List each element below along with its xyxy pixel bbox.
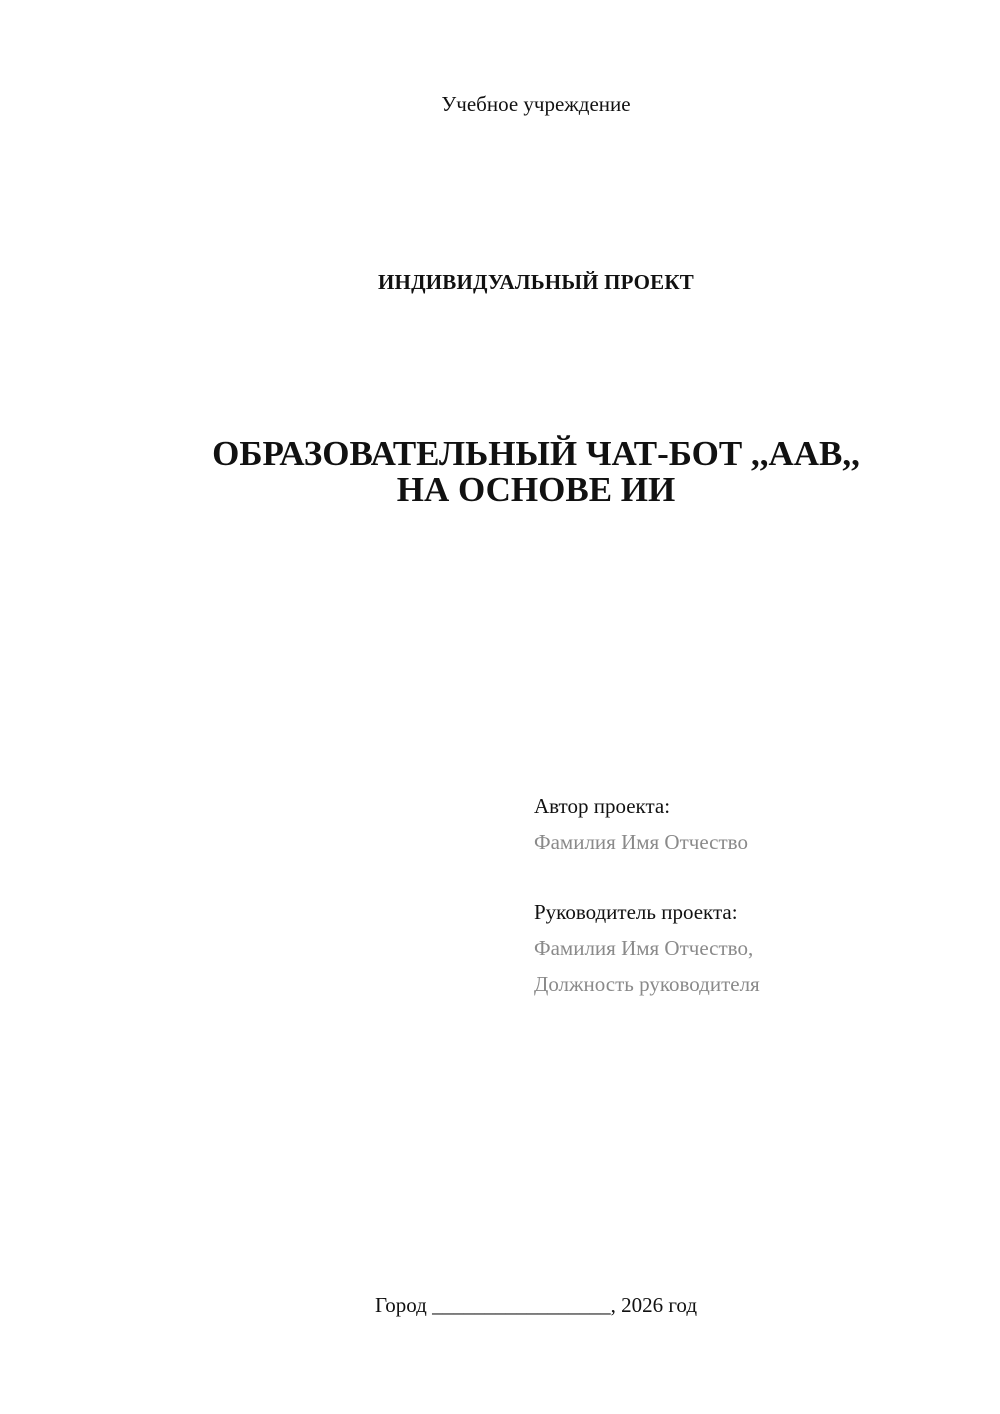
supervisor-label: Руководитель проекта: bbox=[534, 900, 738, 924]
city-year-line: Город _________________, 2026 год bbox=[374, 1293, 698, 1317]
document-type: ИНДИВИДУАЛЬНЫЙ ПРОЕКТ bbox=[378, 270, 694, 294]
supervisor-position: Должность руководителя bbox=[534, 972, 760, 996]
project-title bbox=[0, 436, 1000, 508]
institution-name: Учебное учреждение bbox=[441, 92, 631, 116]
credits-spacer bbox=[534, 860, 954, 894]
supervisor-name: Фамилия Имя Отчество, bbox=[534, 936, 754, 960]
author-name: Фамилия Имя Отчество bbox=[534, 830, 748, 854]
project-title-line-2: НА ОСНОВЕ ИИ bbox=[396, 470, 676, 509]
author-label: Автор проекта: bbox=[534, 794, 671, 818]
credits-block bbox=[534, 788, 954, 1002]
project-title-line-1: ОБРАЗОВАТЕЛЬНЫЙ ЧАТ-БОТ ,,ААВ,, bbox=[212, 434, 860, 473]
